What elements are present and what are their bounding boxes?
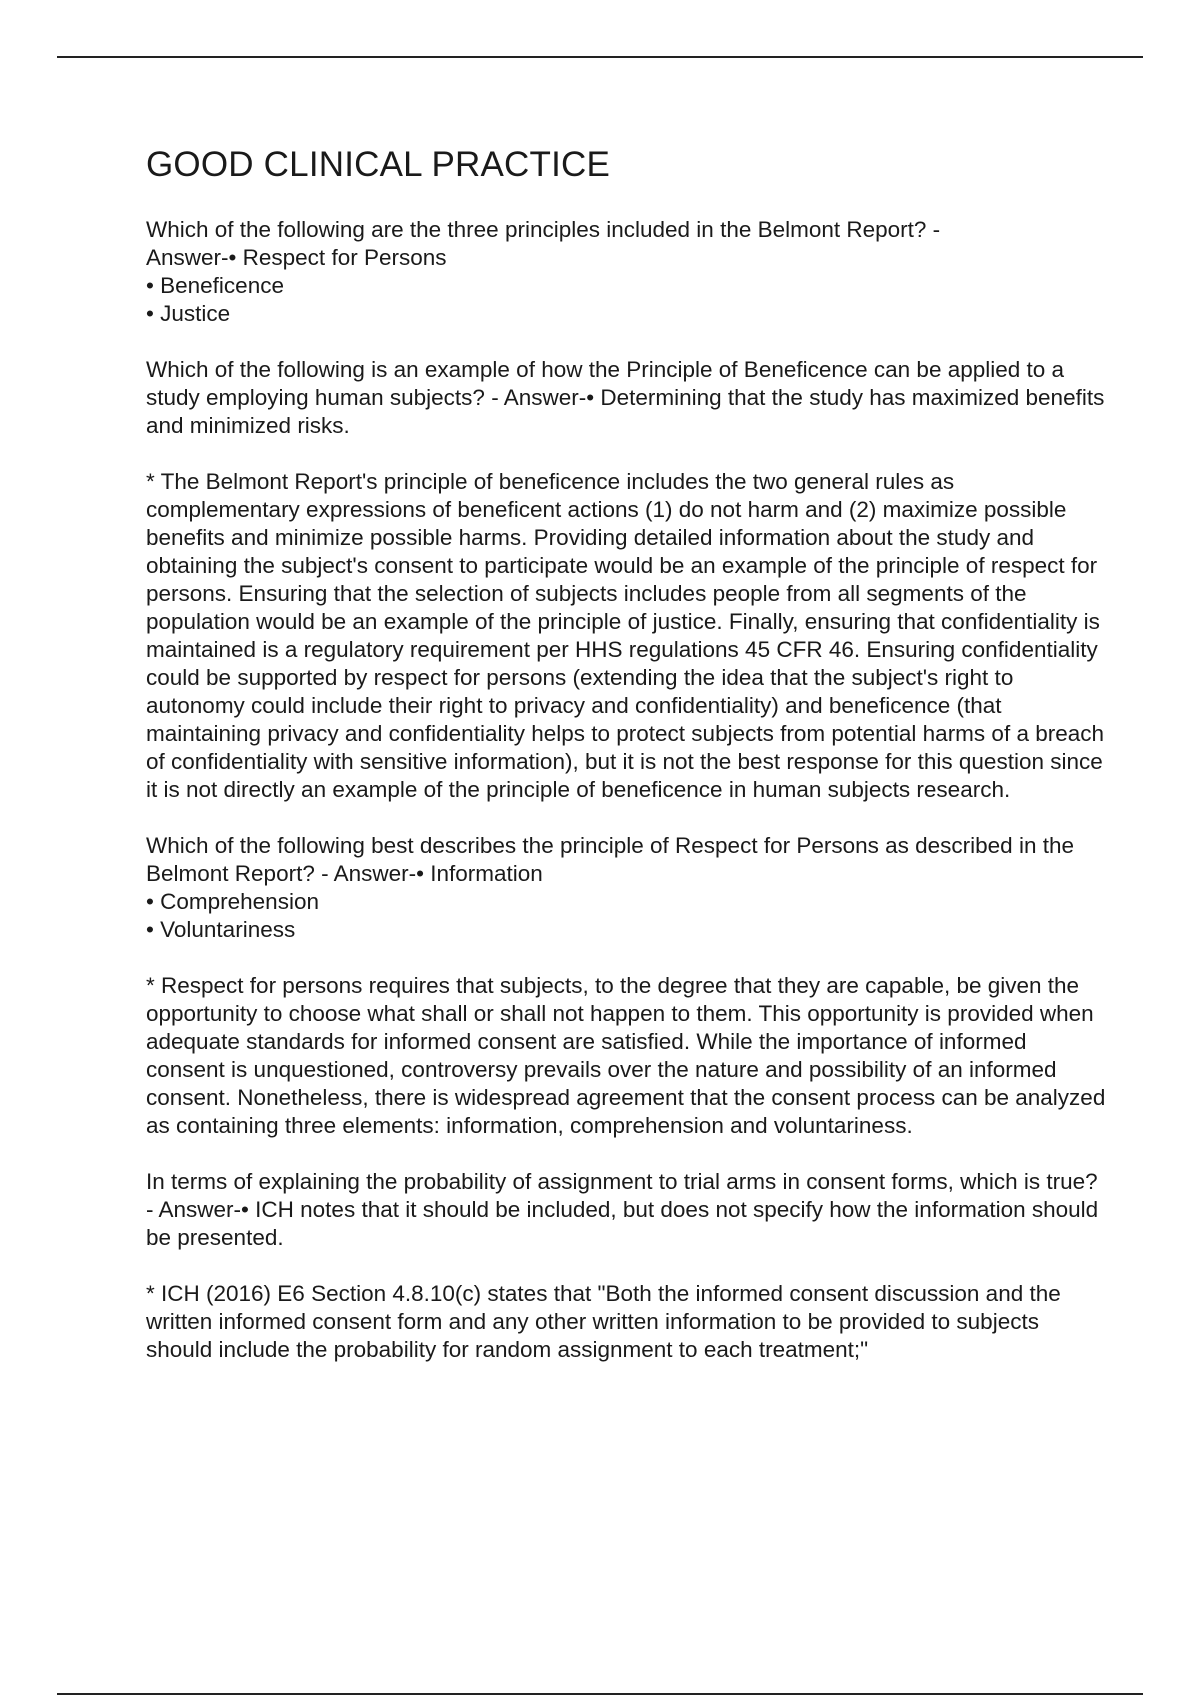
question-respect-for-persons: Which of the following best describes the principle of Respect for Persons as described in the Belmont Report? - Answer-• Information • Comprehension • Voluntariness xyxy=(146,833,1074,942)
bottom-divider xyxy=(57,1693,1143,1695)
question-beneficence-example: Which of the following is an example of how the Principle of Beneficence can be applied to a study employing human subjects? - Answer-• Determining that the study has maximized benefits and minimized risks. xyxy=(146,357,1105,438)
page-title: GOOD CLINICAL PRACTICE xyxy=(146,145,611,184)
question-probability-assignment: In terms of explaining the probability of assignment to trial arms in consent forms, which is true? - Answer-• ICH notes that it should be included, but does not specify how the information should be presented. xyxy=(146,1169,1099,1250)
question-belmont-principles: Which of the following are the three principles included in the Belmont Report? - Answer-• Respect for Persons • Beneficence • Justice xyxy=(146,217,941,326)
document-body xyxy=(146,144,1106,1392)
explanation-respect-for-persons: * Respect for persons requires that subjects, to the degree that they are capable, be given the opportunity to choose what shall or shall not happen to them. This opportunity is provided when adequate standards for informed consent are satisfied. While the importance of informed consent is unquestioned, controversy prevails over the nature and possibility of an informed consent. Nonetheless, there is widespread agreement that the consent process can be analyzed as containing three elements: information, comprehension and voluntariness. xyxy=(146,973,1106,1138)
top-divider xyxy=(57,56,1143,58)
explanation-beneficence: * The Belmont Report's principle of beneficence includes the two general rules as complementary expressions of beneficent actions (1) do not harm and (2) maximize possible benefits and minimize possible harms. Providing detailed information about the study and obtaining the subject's consent to participate would be an example of the principle of respect for persons. Ensuring that the selection of subjects includes people from all segments of the population would be an example of the principle of justice. Finally, ensuring that confidentiality is maintained is a regulatory requirement per HHS regulations 45 CFR 46. Ensuring confidentiality could be supported by respect for persons (extending the idea that the subject's right to autonomy could include their right to privacy and confidentiality) and beneficence (that maintaining privacy and confidentiality helps to protect subjects from potential harms of a breach of confidentiality with sensitive information), but it is not the best response for this question since it is not directly an example of the principle of beneficence in human subjects research. xyxy=(146,469,1105,802)
explanation-ich-e6: * ICH (2016) E6 Section 4.8.10(c) states that "Both the informed consent discussion and the written informed consent form and any other written information to be provided to subjects should include the probability for random assignment to each treatment;" xyxy=(146,1281,1061,1362)
